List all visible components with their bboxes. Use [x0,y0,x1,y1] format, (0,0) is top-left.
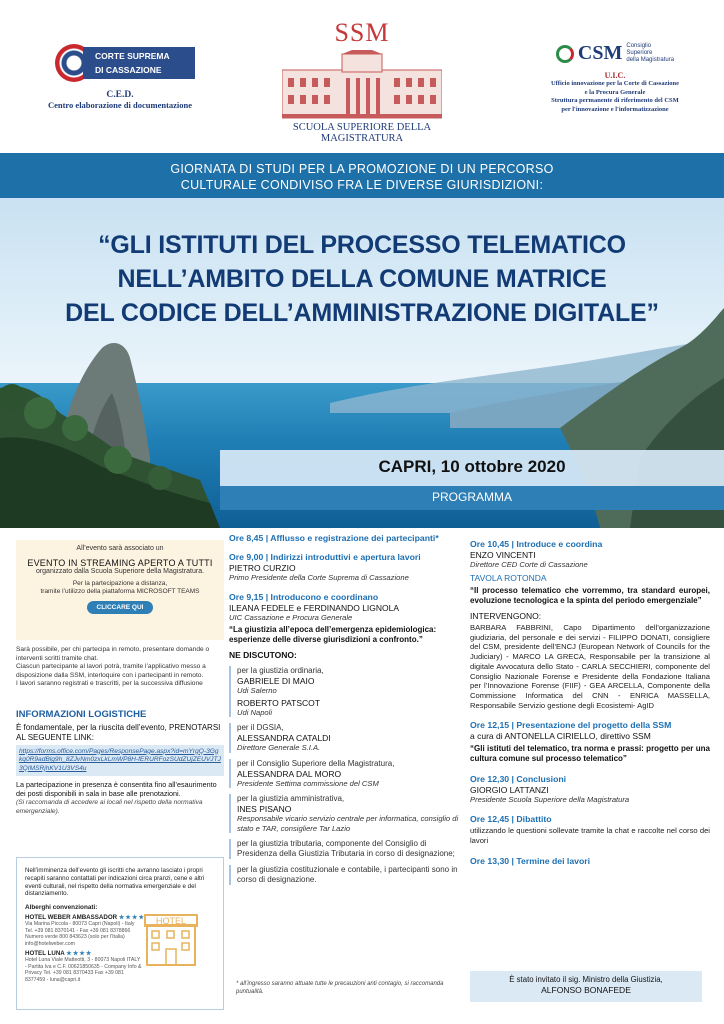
discussant-group: per la giustizia costituzionale e contabile, i partecipanti sono in corso di designazione. [229,865,462,885]
rating-stars-icon: ★★★★ [118,914,146,922]
discussants-heading: NE DISCUTONO: [229,650,297,660]
round-table-title: “Il processo telematico che vorremmo, tra standard europei, evoluzione tecnologica e la spinta del periodo emergenziale” [470,586,710,605]
ced-subtitle: Centro elaborazione di documentazione [47,100,193,110]
logistics-title: INFORMAZIONI LOGISTICHE [16,708,147,720]
speakers-heading: INTERVENGONO: [470,611,542,621]
slot-round-table: Ore 10,45 | Introduce e coordina [470,539,603,549]
talk-title: “La giustizia all’epoca dell’emergenza epidemiologica: esperienze delle diverse giurisdizioni a confronto.” [229,625,437,644]
slot-debate: Ore 12,45 | Dibattito [470,814,552,825]
csm-logo: CSM Consiglio Superiore della Magistratura [520,42,710,65]
discussant-group: per la giustizia tributaria, componente del Consiglio di Presidenza della Giustizia Tributaria in corso di designazione; [229,839,462,859]
streaming-box: All’evento sarà associato un EVENTO IN STREAMING APERTO A TUTTI organizzato dalla Scuola Superiore della Magistratura. Per la partecipazione a distanza, tramite l’utilizzo della piattaforma MICROSOFT TEAMS CLICCARE QUI [16,540,224,640]
streaming-title: EVENTO IN STREAMING APERTO A TUTTI [27,558,213,568]
cassazione-logo [55,44,185,82]
discussant-group: per il DGSIA, ALESSANDRA CATALDI Direttore Generale S.I.A. [229,723,462,753]
cassazione-logo-text: CORTE SUPREMA DI CASSAZIONE [83,47,195,79]
event-title: “GLI ISTITUTI DEL PROCESSO TELEMATICO NELL’AMBITO DELLA COMUNE MATRICE DEL CODICE DELL’AMMINISTRAZIONE DIGITALE” [65,231,659,327]
rating-stars-icon: ★★★★ [66,950,93,958]
project-title: “Gli istituti del telematico, tra norma e prassi: progetto per una cultura comune sul processo telematico” [470,744,710,764]
slot-project: Ore 12,15 | Presentazione del progetto della SSM [470,720,672,731]
event-date: CAPRI, 10 ottobre 2020 [378,457,566,476]
click-here-button[interactable]: CLICCARE QUI [87,601,154,614]
footnote: * all’ingresso saranno attuate tutte le precauzioni anti contagio, si raccomanda puntualità. [236,981,444,995]
csm-logo-block: CSM Consiglio Superiore della Magistratura U.I.C. Ufficio innovazione per la Corte di Cassazione e la Procura Generale Struttura permanente di riferimento del CSM per l'innovazione e l'informatizzazione [520,42,710,114]
uic-title: U.I.C. [604,71,626,80]
slot-conclusions: Ore 12,30 | Conclusioni [470,774,567,785]
slot-end: Ore 13,30 | Termine dei lavori [470,855,591,866]
ssm-building-icon [282,50,442,120]
slot-opening: Ore 9,00 | Indirizzi introduttivi e apertura lavori [229,552,421,562]
hotels-heading: Alberghi convenzionati: [25,904,98,912]
csm-ring-icon [556,45,574,63]
ssm-logo-block [264,18,460,144]
ssm-letters: SSM [334,18,390,47]
cassazione-logo-block [30,44,210,110]
ssm-name: SCUOLA SUPERIORE DELLA MAGISTRATURA [292,122,432,144]
slot-introduction: Ore 9,15 | Introducono e coordinano [229,591,379,602]
hero-banner [0,153,724,528]
hotel-icon [141,913,201,968]
hotel-luna: HOTEL LUNA ★★★★ [25,950,93,958]
middle-column: Ore 8,45 | Afflusso e registrazione dei partecipanti* Ore 9,00 | Indirizzi introduttivi e apertura lavori PIETRO CURZIO Primo Presidente della Corte Suprema di Cassazione Ore 9,15 | Introducono e coordinano ILEANA FEDELE e FERDINANDO LIGNOLA UIC Cassazione e Procura Generale “La giustizia all’epoca dell’emergenza epidemiologica: esperienze delle diverse giurisdizioni a confronto.” NE DISCUTONO: per la giustizia ordinaria, GABRIELE DI MAIO Udi Salerno ROBERTO PATSCOT Udi Napoli per il DGSIA, ALESSANDRA CATALDI Direttore Generale S.I.A. per il Consiglio Superiore della Magistratura, ALESSANDRA DAL MORO Presidente Settima commissione del CSM per la giustizia amministrativa, INES PISANO Responsabile vicario servizio centrale per informatica, consiglio di stato e TAR, consigliere Tar Lazio per la giustizia tributaria, componente del Consiglio di Presidenza della Giustizia Tributaria in corso di designazione; per la giustizia costituzionale e contabile, i partecipanti sono in corso di designazione. [229,533,462,885]
ced-title: C.E.D. [106,90,134,100]
event-subtitle: GIORNATA DI STUDI PER LA PROMOZIONE DI UN PERCORSO CULTURALE CONDIVISO FRA LE DIVERSE GIURISDIZIONI: [170,162,554,192]
left-column: All’evento sarà associato un EVENTO IN STREAMING APERTO A TUTTI organizzato dalla Scuola Superiore della Magistratura. Per la partecipazione a distanza, tramite l’utilizzo della piattaforma MICROSOFT TEAMS CLICCARE QUI Sarà possibile, per chi partecipa in remoto, presentare domande o interventi scritti tramite chat. Ciascun partecipante al lavori potrà, tramite l’applicativo messo a disposizione dalla SSM, interloquire con i partecipanti in remoto. I lavori saranno registrati e trascritti, per la successiva diffusione INFORMAZIONI LOGISTICHE È fondamentale, per la riuscita dell’evento, PRENOTARSI AL SEGUENTE LINK: https://forms.office.com/Pages/ResponsePage.aspx?id=mYrgQ-3Ggkq0R9adBlg9h_8ZJvNm0zxLkLmWP8H-fERURFozSUdZUjZEUVJTJ3QIMSRjhKV1U3VS4u La partecipazione in presenza è consentita fino all’esaurimento dei posti disponibili in sala in base alle prenotazioni. (Si raccomanda di accedere ai locali nel rispetto della normativa emergenziale). [16,540,224,816]
speakers-list: BARBARA FABBRINI, Capo Dipartimento dell’organizzazione giudiziaria, del personale e dei servizi - FILIPPO DONATI, consigliere del CSM, presidente dell’ENCJ (European Network of Councils for the Judiciary) - MARCO LA GRECA, Responsabile per la transizione al digitale Avvocatura dello Stato - CARLA SECCHIERI, componente del Consiglio Nazionale Forense e Presidente della Fondazione Italiana per l’Innovazione Forense (FIIF) - GEA ARCELLA, Componente della Commissione Informatica del CNN - ENRICA MASSELLA, Responsabile Servizio gestione degli Ecosistemi- AgID [470,623,710,710]
program-label: PROGRAMMA [431,490,512,504]
discussant-group: per la giustizia ordinaria, GABRIELE DI MAIO Udi Salerno ROBERTO PATSCOT Udi Napoli [229,666,462,717]
round-table-heading: TAVOLA ROTONDA [470,573,547,583]
right-column: Ore 10,45 | Introduce e coordina ENZO VINCENTI Direttore CED Corte di Cassazione TAVOLA ROTONDA “Il processo telematico che vorremmo, tra standard europei, evoluzione tecnologica e la spinta del periodo emergenziale” INTERVENGONO: BARBARA FABBRINI, Capo Dipartimento dell’organizzazione giudiziaria, del personale e dei servizi - FILIPPO DONATI, consigliere del CSM, presidente dell’ENCJ (European Network of Councils for the Judiciary) - MARCO LA GRECA, Responsabile per la transizione al digitale Avvocatura dello Stato - CARLA SECCHIERI, componente del Consiglio Nazionale Forense e Presidente della Fondazione Italiana per l’Innovazione Forense (FIIF) - GEA ARCELLA, Componente della Commissione Informatica del CNN - ENRICA MASSELLA, Responsabile Servizio gestione degli Ecosistemi- AgID Ore 12,15 | Presentazione del progetto della SSM a cura di ANTONELLA CIRIELLO, direttivo SSM “Gli istituti del telematico, tra norma e prassi: progetto per una cultura comune sul processo telematico” Ore 12,30 | Conclusioni GIORGIO LATTANZI Presidente Scuola Superiore della Magistratura Ore 12,45 | Dibattito utilizzando le questioni sollevate tramite la chat e raccolte nel corso dei lavori Ore 13,30 | Termine dei lavori [470,539,710,866]
discussant-group: per la giustizia amministrativa, INES PISANO Responsabile vicario servizio centrale per informatica, consiglio di stato e TAR, consigliere Tar Lazio [229,794,462,833]
svg-text:HOTEL: HOTEL [155,916,187,926]
slot-registration: Ore 8,45 | Afflusso e registrazione dei partecipanti* [229,533,439,543]
discussant-group: per il Consiglio Superiore della Magistratura, ALESSANDRA DAL MORO Presidente Settima commissione del CSM [229,759,462,789]
minister-box: È stato invitato il sig. Ministro della Giustizia, ALFONSO BONAFEDE [470,971,702,1002]
booking-link[interactable]: https://forms.office.com/Pages/ResponsePage.aspx?id=mYrgQ-3Ggkq0R9adBlg9h_8ZJvNm0zxLkLmWP8H-fERURFozSUdZUjZEUVJTJ3QIMSRjhKV1U3VS4u [16,745,224,777]
hotels-box: Nell’imminenza dell’evento gli iscritti che avranno lasciato i propri recapiti saranno contattati per indicazioni circa pranzi, cene e altri eventi culturali, nel rispetto della normativa emergenziale e del distanziamento. Alberghi convenzionati: HOTEL WEBER AMBASSADOR ★★★★ Via Marina Piccola - 80073 Capri (Napoli) - Italy Tel. +39 081 8370141 - Fax +39 081 8378866 Numero verde 800 843623 (solo per l’Italia) info@hotelweber.com HOTEL LUNA ★★★★ Hotel Luna Viale Matteotti, 3 - 80073 Napoli ITALY - Partita Iva e C.F. 00621850635 - Company Info & Privacy Tel. +39 081 8370433 Fax +39 081 8377459 - luna@capri.it HOTEL [16,857,224,1010]
hotel-weber: HOTEL WEBER AMBASSADOR ★★★★ [25,914,146,922]
